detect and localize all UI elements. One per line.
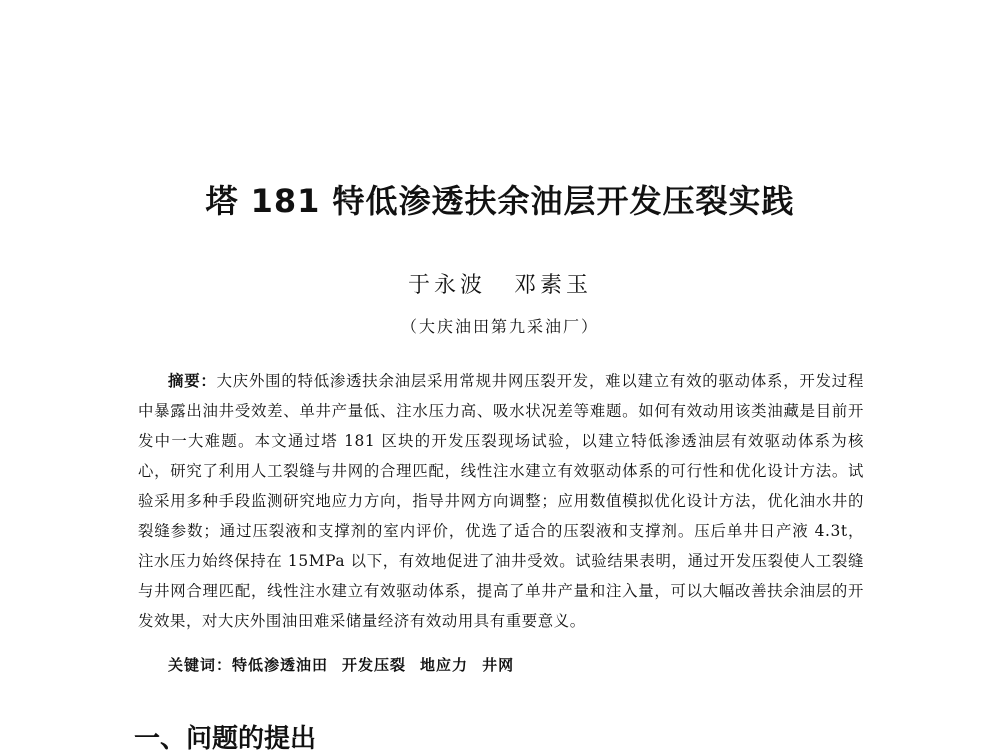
keywords-label: 关键词： bbox=[168, 656, 233, 674]
author-name: 邓素玉 bbox=[514, 273, 593, 298]
keywords bbox=[168, 654, 528, 675]
keyword: 井网 bbox=[482, 656, 515, 674]
abstract-label: 摘要： bbox=[168, 372, 217, 390]
keyword: 特低渗透油田 bbox=[232, 656, 329, 674]
author-list bbox=[0, 268, 1000, 299]
abstract-text: 大庆外围的特低渗透扶余油层采用常规井网压裂开发，难以建立有效的驱动体系，开发过程中暴露出油井受效差、单井产量低、注水压力高、吸水状况差等难题。如何有效动用该类油藏是目前开发中一大难题。本文通过塔 181 区块的开发压裂现场试验，以建立特低渗透油层有效驱动体系为核心，研究了利用人工裂缝与井网的合理匹配，线性注水建立有效驱动体系的可行性和优化设计方法。试验采用多种手段监测研究地应力方向，指导井网方向调整；应用数值模拟优化设计方法，优化油水井的裂缝参数；通过压裂液和支撑剂的室内评价，优选了适合的压裂液和支撑剂。压后单井日产液 4.3t，注水压力始终保持在 15MPa 以下，有效地促进了油井受效。试验结果表明，通过开发压裂使人工裂缝与井网合理匹配，线性注水建立有效驱动体系，提高了单井产量和注入量，可以大幅改善扶余油层的开发效果，对大庆外围油田难采储量经济有效动用具有重要意义。 bbox=[138, 372, 864, 630]
keyword: 地应力 bbox=[420, 656, 469, 674]
author-name: 于永波 bbox=[407, 273, 486, 298]
abstract bbox=[138, 366, 864, 636]
keyword: 开发压裂 bbox=[342, 656, 407, 674]
section-heading: 一、问题的提出 bbox=[134, 724, 317, 754]
paper-title: 塔 181 特低渗透扶余油层开发压裂实践 bbox=[205, 182, 795, 220]
affiliation: （大庆油田第九采油厂） bbox=[400, 317, 599, 336]
